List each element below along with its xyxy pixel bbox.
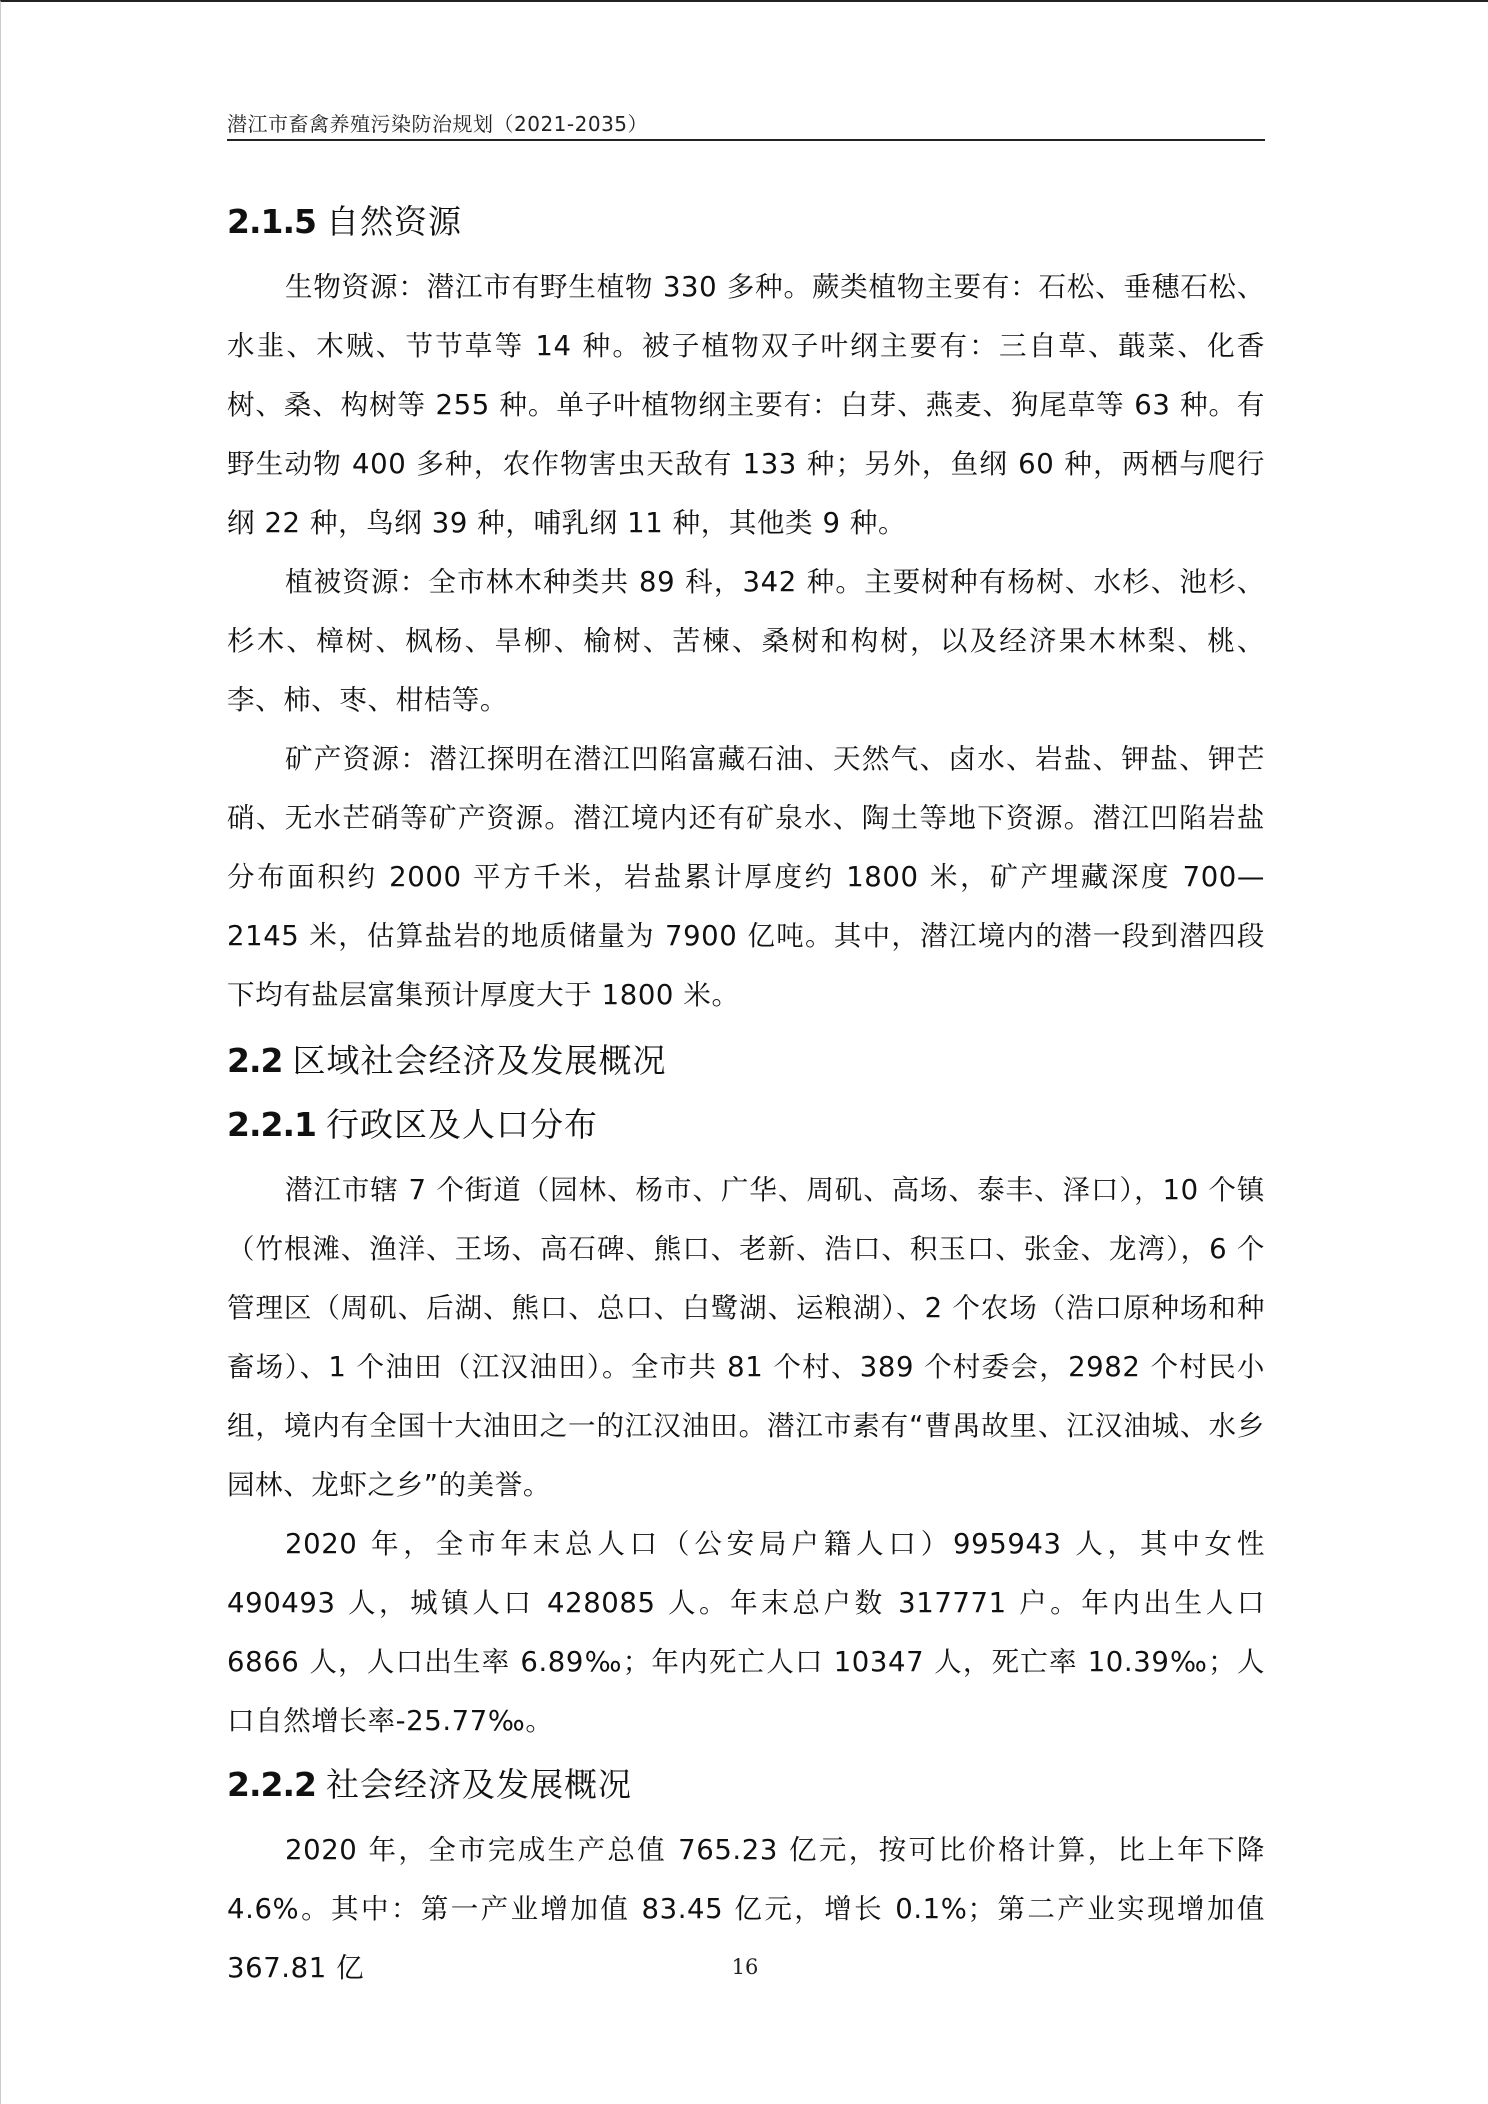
running-header: 潜江市畜禽养殖污染防治规划（2021-2035） [227,112,649,136]
heading-title: 社会经济及发展概况 [325,1765,632,1804]
heading-number: 2.2.1 [227,1105,316,1144]
paragraph-economy: 2020 年，全市完成生产总值 765.23 亿元，按可比价格计算，比上年下降 4.6%。其中：第一产业增加值 83.45 亿元，增长 0.1%；第二产业实现增加值 367.81 亿 [227,1834,1265,1984]
header-rule [227,139,1265,141]
heading-2-2-2 [227,1755,1265,1815]
heading-number: 2.1.5 [227,202,316,241]
heading-title: 行政区及人口分布 [325,1105,598,1144]
heading-number: 2.2.2 [227,1765,316,1804]
paragraph-administrative-divisions: 潜江市辖 7 个街道（园林、杨市、广华、周矶、高场、泰丰、泽口），10 个镇（竹根滩、渔洋、王场、高石碑、熊口、老新、浩口、积玉口、张金、龙湾），6 个管理区（周矶、后湖、熊口、总口、白鹭湖、运粮湖）、2 个农场（浩口原种场和种畜场）、1 个油田（江汉油田）。全市共 81 个村、389 个村委会，2982 个村民小组，境内有全国十大油田之一的江汉油田。潜江市素有“曹禺故里、江汉油城、水乡园林、龙虾之乡”的美誉。 [227,1174,1265,1501]
heading-2-2-1 [227,1095,1265,1155]
paragraph-biological-resources: 生物资源：潜江市有野生植物 330 多种。蕨类植物主要有：石松、垂穗石松、水韭、木贼、节节草等 14 种。被子植物双子叶纲主要有：三自草、蕺菜、化香树、桑、构树等 255 种。单子叶植物纲主要有：白芽、燕麦、狗尾草等 63 种。有野生动物 400 多种，农作物害虫天敌有 133 种；另外，鱼纲 60 种，两栖与爬行纲 22 种，鸟纲 39 种，哺乳纲 11 种，其他类 9 种。 [227,271,1265,539]
page-number: 16 [731,1955,759,1979]
heading-2-1-5 [227,192,1265,252]
paragraph-vegetation-resources: 植被资源：全市林木种类共 89 科，342 种。主要树种有杨树、水杉、池杉、杉木、樟树、枫杨、旱柳、榆树、苦楝、桑树和构树，以及经济果木林梨、桃、李、柿、枣、柑桔等。 [227,566,1265,716]
heading-number: 2.2 [227,1041,283,1080]
heading-title: 区域社会经济及发展概况 [292,1041,667,1080]
paragraph-mineral-resources: 矿产资源：潜江探明在潜江凹陷富藏石油、天然气、卤水、岩盐、钾盐、钾芒硝、无水芒硝等矿产资源。潜江境内还有矿泉水、陶土等地下资源。潜江凹陷岩盐分布面积约 2000 平方千米，岩盐累计厚度约 1800 米，矿产埋藏深度 700—2145 米，估算盐岩的地质储量为 7900 亿吨。其中，潜江境内的潜一段到潜四段下均有盐层富集预计厚度大于 1800 米。 [227,743,1265,1011]
heading-title: 自然资源 [325,202,462,241]
heading-2-2 [227,1031,1265,1091]
page-content [227,192,1265,1998]
paragraph-population: 2020 年，全市年末总人口（公安局户籍人口）995943 人，其中女性 490493 人，城镇人口 428085 人。年末总户数 317771 户。年内出生人口 6866 人，人口出生率 6.89‰；年内死亡人口 10347 人，死亡率 10.39‰；人口自然增长率-25.77‰。 [227,1528,1265,1737]
